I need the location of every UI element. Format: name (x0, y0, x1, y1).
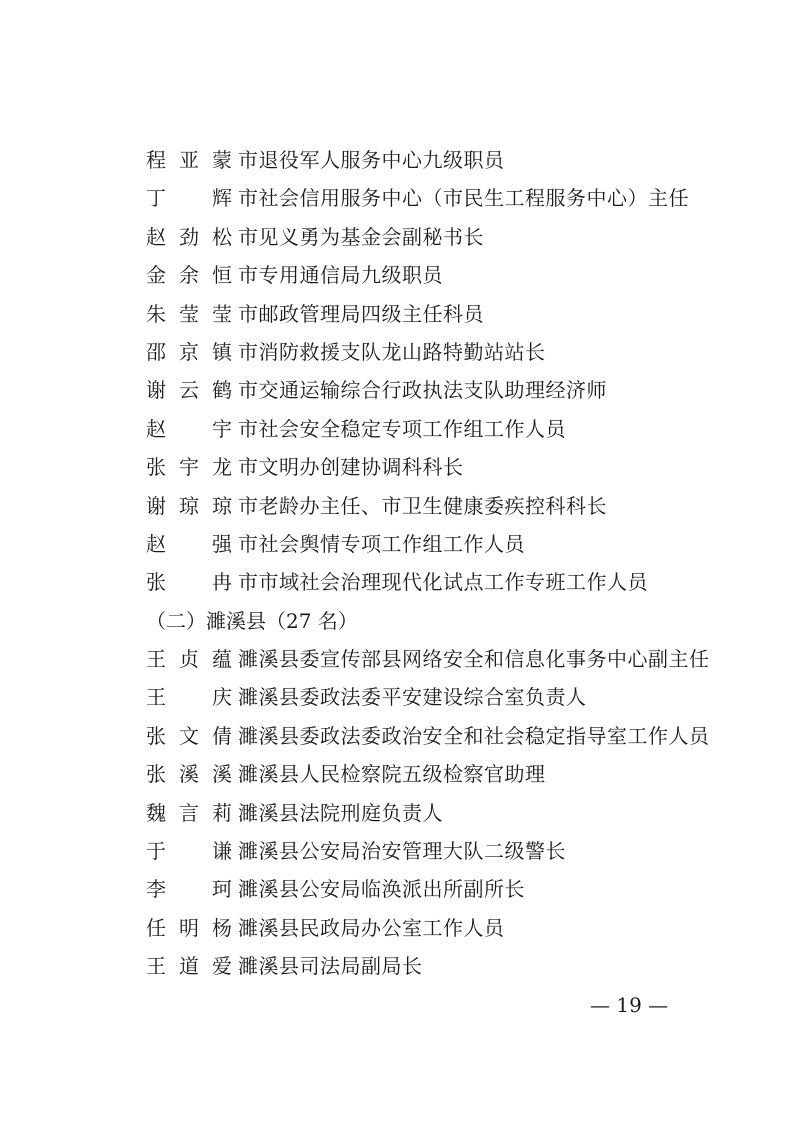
person-name: 赵劲松 (146, 224, 232, 249)
person-title: 市社会舆情专项工作组工作人员 (238, 531, 525, 556)
list-item (146, 717, 746, 755)
person-name: 王贞蕴 (146, 647, 232, 672)
list-item (146, 909, 746, 947)
person-name: 张宇龙 (146, 455, 232, 480)
person-name: 魏言莉 (146, 800, 232, 825)
honoree-list (146, 141, 746, 986)
list-item (146, 448, 746, 486)
list-item (146, 487, 746, 525)
person-name: 张溪溪 (146, 762, 232, 787)
person-name: 李 珂 (146, 877, 232, 902)
list-item (146, 333, 746, 371)
list-item (146, 218, 746, 256)
person-title: 市邮政管理局四级主任科员 (238, 301, 484, 326)
person-title: 市消防救援支队龙山路特勤站站长 (238, 339, 546, 364)
person-title: 濉溪县委宣传部县网络安全和信息化事务中心副主任 (238, 647, 710, 672)
list-item (146, 755, 746, 793)
list-item (146, 870, 746, 908)
section-heading: （二）濉溪县（27 名） (146, 608, 358, 633)
person-title: 濉溪县人民检察院五级检察官助理 (238, 762, 546, 787)
person-name: 朱莹莹 (146, 301, 232, 326)
list-item (146, 947, 746, 985)
list-item (146, 141, 746, 179)
person-title: 濉溪县公安局临涣派出所副所长 (238, 877, 525, 902)
person-title: 濉溪县公安局治安管理大队二级警长 (238, 839, 566, 864)
list-item (146, 410, 746, 448)
person-name: 金余恒 (146, 263, 232, 288)
person-title: 市市域社会治理现代化试点工作专班工作人员 (238, 570, 648, 595)
person-title: 濉溪县委政法委政治安全和社会稳定指导室工作人员 (238, 723, 710, 748)
list-item (146, 563, 746, 601)
person-name: 张文倩 (146, 723, 232, 748)
person-title: 濉溪县委政法委平安建设综合室负责人 (238, 685, 587, 710)
list-item (146, 371, 746, 409)
person-title: 市社会信用服务中心（市民生工程服务中心）主任 (238, 186, 689, 211)
person-title: 市交通运输综合行政执法支队助理经济师 (238, 378, 607, 403)
list-item (146, 678, 746, 716)
person-name: 王 庆 (146, 685, 232, 710)
person-name: 张 冉 (146, 570, 232, 595)
list-item (146, 525, 746, 563)
person-name: 赵 强 (146, 531, 232, 556)
person-title: 濉溪县法院刑庭负责人 (238, 800, 443, 825)
person-name: 于 谦 (146, 839, 232, 864)
person-name: 邵京镇 (146, 339, 232, 364)
list-item (146, 832, 746, 870)
person-name: 丁 辉 (146, 186, 232, 211)
person-title: 濉溪县民政局办公室工作人员 (238, 915, 505, 940)
person-title: 市专用通信局九级职员 (238, 263, 443, 288)
person-name: 谢琼琼 (146, 493, 232, 518)
person-title: 市退役军人服务中心九级职员 (238, 148, 505, 172)
person-title: 市见义勇为基金会副秘书长 (238, 224, 484, 249)
list-item (146, 640, 746, 678)
list-item (146, 794, 746, 832)
person-name: 谢云鹤 (146, 378, 232, 403)
person-title: 市社会安全稳定专项工作组工作人员 (238, 416, 566, 441)
person-name: 任明杨 (146, 915, 232, 940)
list-item (146, 179, 746, 217)
page-number: — 19 — (590, 993, 669, 1017)
list-item (146, 256, 746, 294)
person-name: 赵 宇 (146, 416, 232, 441)
person-name: 王道爱 (146, 954, 232, 979)
person-name: 程亚蒙 (146, 148, 232, 172)
person-title: 市老龄办主任、市卫生健康委疾控科科长 (238, 493, 607, 518)
list-item (146, 295, 746, 333)
person-title: 濉溪县司法局副局长 (238, 954, 423, 979)
person-title: 市文明办创建协调科科长 (238, 455, 464, 480)
